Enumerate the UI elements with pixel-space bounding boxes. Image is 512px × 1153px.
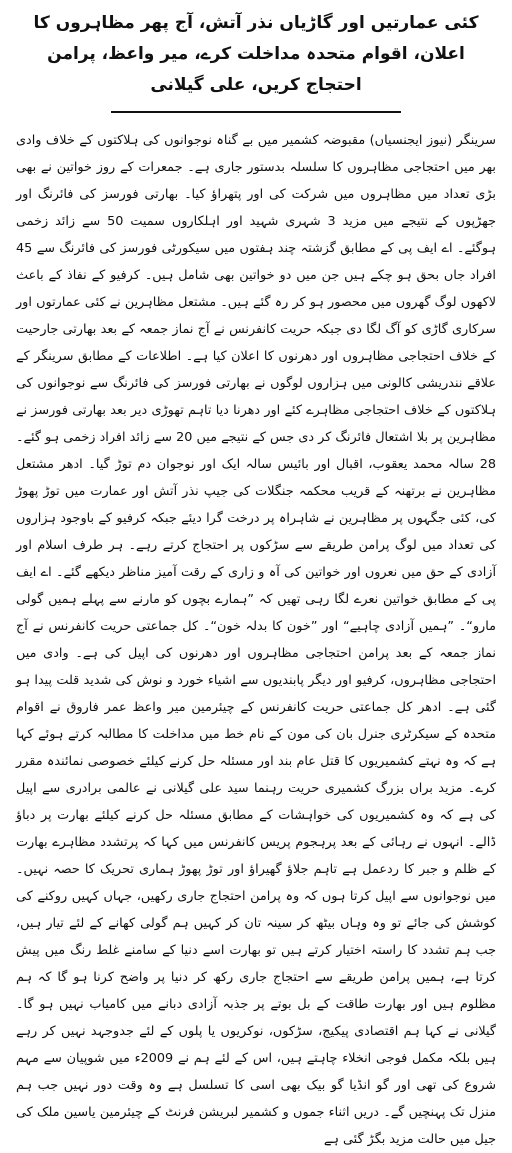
article-body: سرینگر (نیوز ایجنسیاں) مقبوضہ کشمیر میں بے گناہ نوجوانوں کی ہلاکتوں کے خلاف وادی بھر میں احتجاجی مظاہروں کا سلسلہ بدستور جاری ہے۔ جمعرات کے روز خواتین نے بھی بڑی تعداد میں مظاہروں میں شرکت کی اور پتھراؤ کیا۔ بھارتی فورسز کی فائرنگ اور جھڑپوں کے نتیجے میں مزید 3 شہری شہید اور اہلکاروں سمیت 50 سے زائد زخمی ہوگئے۔ اے ایف پی کے مطابق گزشتہ چند ہفتوں میں سیکورٹی فورسز کی فائرنگ سے 45 افراد جاں بحق ہو چکے ہیں جن میں دو خواتین بھی شامل ہیں۔ کرفیو کے نفاذ کے باعث لاکھوں لوگ گھروں میں محصور ہو کر رہ گئے ہیں۔ مشتعل مظاہرین نے کئی عمارتوں اور سرکاری گاڑی کو آگ لگا دی جبکہ حریت کانفرنس نے آج نماز جمعہ کے بعد بھارتی جارحیت کے خلاف احتجاجی مظاہروں اور دھرنوں کا اعلان کیا ہے۔ اطلاعات کے مطابق سرینگر کے علاقے نندریشی کالونی میں ہزاروں لوگوں نے بھارتی فورسز کی فائرنگ سے نوجوانوں کی ہلاکتوں کے خلاف احتجاجی مظاہرے کئے اور دھرنا دیا تاہم تھوڑی دیر بعد بھارتی فورسز نے مظاہرین پر بلا اشتعال فائرنگ کر دی جس کے نتیجے میں 20 سے زائد افراد زخمی ہو گئے۔ 28 سالہ محمد یعقوب، اقبال اور بائیس سالہ ایک اور نوجوان دم توڑ گیا۔ ادھر مشتعل مظاہرین نے برتھنہ کے قریب محکمہ جنگلات کی جیپ نذر آتش اور عمارت میں توڑ پھوڑ کی، کئی جگہوں پر مظاہرین نے شاہراہ پر درخت گرا دیئے جبکہ کرفیو کے باوجود ہزاروں کی تعداد میں لوگ پرامن طریقے سے سڑکوں پر احتجاج کرتے رہے۔ ہر طرف اسلام اور آزادی کے حق میں نعروں اور خواتین کی آہ و زاری کے رقت آمیز مناظر دیکھے گئے۔ اے ایف پی کے مطابق خواتین نعرے لگا رہی تھیں کہ ”ہمارے بچوں کو مارنے سے پہلے ہمیں گولی مارو“۔ ”ہمیں آزادی چاہیے“ اور ”خون کا بدلہ خون“۔ کل جماعتی حریت کانفرنس نے آج نماز جمعہ کے بعد پرامن احتجاجی مظاہروں اور دھرنوں کی اپیل کی ہے۔ وادی میں احتجاجی مظاہروں، کرفیو اور دیگر پابندیوں سے اشیاء خورد و نوش کی شدید قلت پیدا ہو گئی ہے۔ ادھر کل جماعتی حریت کانفرنس کے چیئرمین میر واعظ عمر فاروق نے اقوام متحدہ کے سیکرٹری جنرل بان کی مون کے نام خط میں مداخلت کا مطالبہ کرتے ہوئے کہا ہے کہ وہ نہتے کشمیریوں کا قتل عام بند اور مسئلہ حل کرنے کیلئے خصوصی نمائندہ مقرر کرے۔ مزید براں بزرگ کشمیری حریت رہنما سید علی گیلانی نے عالمی برادری سے اپیل کی ہے کہ وہ کشمیریوں کی خواہشات کے مطابق مسئلہ حل کرنے کیلئے بھارت پر دباؤ ڈالے۔ انہوں نے رہائی کے بعد پرہجوم پریس کانفرنس میں کہا کہ پرتشدد مظاہرے بھارت کے ظلم و جبر کا ردعمل ہے تاہم جلاؤ گھیراؤ اور توڑ پھوڑ ہماری تحریک کا حصہ نہیں۔ میں نوجوانوں سے اپیل کرتا ہوں کہ وہ پرامن احتجاج جاری رکھیں، جہاں کہیں روکنے کی کوشش کی جائے تو وہ وہاں بیٹھ کر سینہ تان کر کہیں ہم گولی کھانے کے لئے تیار ہیں، جب ہم تشدد کا راستہ اختیار کرتے ہیں تو بھارت اسے دنیا کے سامنے غلط رنگ میں پیش کرتا ہے، ہمیں پرامن طریقے سے احتجاج جاری رکھ کر دنیا پر واضح کرنا ہو گا کہ ہم مظلوم ہیں اور بھارت طاقت کے بل بوتے پر جذبہ آزادی دبانے میں کامیاب نہیں ہو گا۔ گیلانی نے کہا ہم اقتصادی پیکیج، سڑکوں، نوکریوں یا پلوں کے لئے جدوجہد نہیں کر رہے ہیں بلکہ مکمل فوجی انخلاء چاہتے ہیں، اس کے لئے ہم نے 2009ء میں شوپیان سے مہم شروع کی تھی اور گو انڈیا گو بیک بھی اسی کا تسلسل ہے وہ وقت دور نہیں جب ہم منزل تک پہنچیں گے۔ دریں اثناء جموں و کشمیر لبریشن فرنٹ کے چیئرمین یاسین ملک کی جیل میں حالت مزید بگڑ گئی ہے [16, 133, 497, 1147]
headline-divider [111, 111, 401, 113]
article-headline: کئی عمارتیں اور گاڑیاں نذر آتش، آج پھر مظاہروں کا اعلان، اقوام متحدہ مداخلت کرے، میر واعظ، پرامن احتجاج کریں، علی گیلانی [33, 13, 479, 95]
